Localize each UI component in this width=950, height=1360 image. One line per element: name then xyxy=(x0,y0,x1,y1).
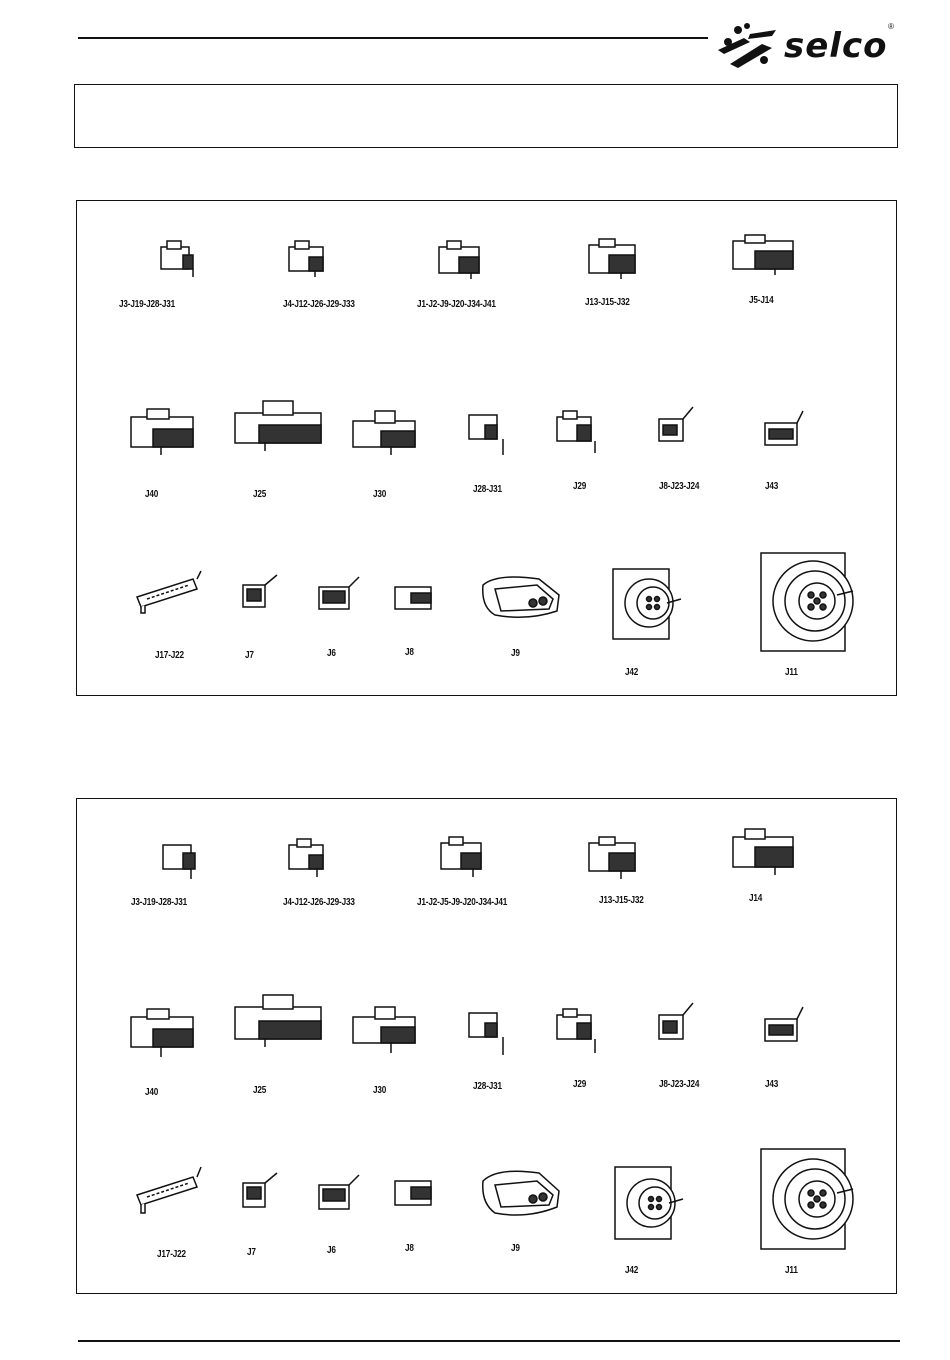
label-r3c2: J7 xyxy=(247,1247,256,1258)
label-r3c3: J6 xyxy=(327,648,336,659)
connector-panel-2 xyxy=(76,798,897,1294)
label-r3c4: J8 xyxy=(405,647,414,658)
label-r2c6: J8-J23-J24 xyxy=(659,481,700,492)
label-r2c5: J29 xyxy=(573,1079,587,1090)
label-r1c1: J3-J19-J28-J31 xyxy=(119,299,176,310)
label-r3c1: J17-J22 xyxy=(155,650,184,661)
label-r1c2: J4-J12-J26-J29-J33 xyxy=(283,299,355,310)
logo-swoosh-icon xyxy=(714,20,784,72)
label-r3c3: J6 xyxy=(327,1245,336,1256)
label-r1c5: J5-J14 xyxy=(749,295,774,306)
label-r2c3: J30 xyxy=(373,1085,387,1096)
label-r2c1: J40 xyxy=(145,1087,159,1098)
label-r2c3: J30 xyxy=(373,489,387,500)
selco-logo xyxy=(714,20,904,72)
label-r2c2: J25 xyxy=(253,1085,267,1096)
label-r1c3: J1-J2-J9-J20-J34-J41 xyxy=(417,299,496,310)
label-r2c7: J43 xyxy=(765,481,779,492)
label-r1c3: J1-J2-J5-J9-J20-J34-J41 xyxy=(417,897,508,908)
label-r2c4: J28-J31 xyxy=(473,1081,502,1092)
label-r1c5: J14 xyxy=(749,893,763,904)
label-r3c2: J7 xyxy=(245,650,254,661)
label-r3c5: J9 xyxy=(511,648,520,659)
label-r2c4: J28-J31 xyxy=(473,484,502,495)
label-r2c5: J29 xyxy=(573,481,587,492)
label-r2c1: J40 xyxy=(145,489,159,500)
label-r1c1: J3-J19-J28-J31 xyxy=(131,897,188,908)
label-r2c6: J8-J23-J24 xyxy=(659,1079,700,1090)
label-r1c4: J13-J15-J32 xyxy=(585,297,630,308)
bottom-rule xyxy=(78,1340,900,1342)
label-r3c6: J42 xyxy=(625,667,639,678)
registered-mark: ® xyxy=(888,22,894,31)
label-r3c7: J11 xyxy=(785,1265,798,1276)
label-r2c2: J25 xyxy=(253,489,267,500)
label-r1c4: J13-J15-J32 xyxy=(599,895,644,906)
label-r3c4: J8 xyxy=(405,1243,414,1254)
label-r3c7: J11 xyxy=(785,667,798,678)
label-r3c5: J9 xyxy=(511,1243,520,1254)
label-r2c7: J43 xyxy=(765,1079,779,1090)
label-r1c2: J4-J12-J26-J29-J33 xyxy=(283,897,355,908)
label-r3c6: J42 xyxy=(625,1265,639,1276)
label-r3c1: J17-J22 xyxy=(157,1249,186,1260)
brand-name: selco xyxy=(784,26,888,66)
header-box xyxy=(74,84,898,148)
top-rule xyxy=(78,37,708,39)
connector-panel-1 xyxy=(76,200,897,696)
